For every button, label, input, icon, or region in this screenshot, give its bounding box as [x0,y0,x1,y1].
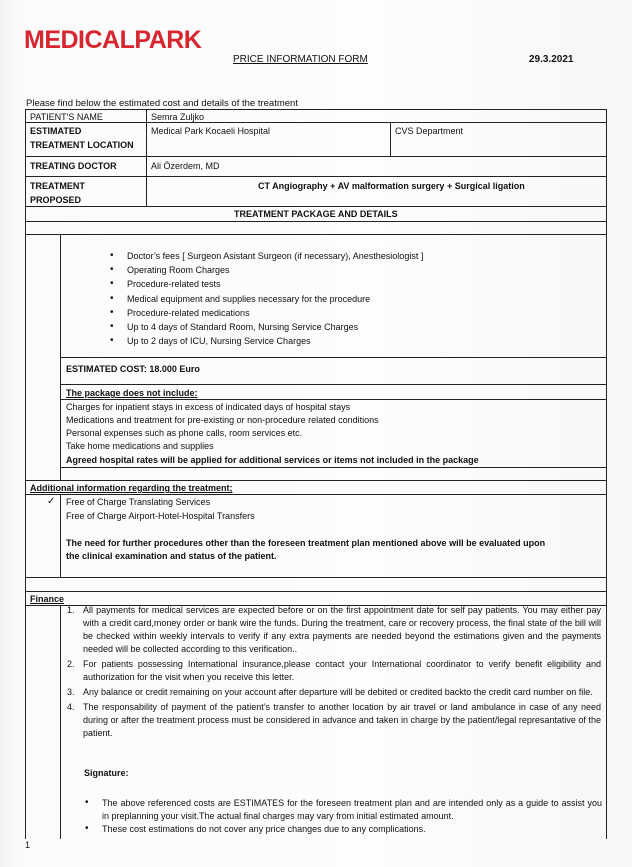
row-divider [25,494,607,495]
table-right-border [606,109,607,839]
table-left-border [25,109,26,839]
form-title: PRICE INFORMATION FORM [233,54,368,65]
excludes-title: The package does not include: [66,388,198,398]
row-divider [25,221,607,222]
table-top-border [25,109,607,110]
finance-item-number: 4. [67,702,75,712]
finance-item [67,686,601,699]
finance-note: • These cost estimations do not cover any price changes due to any complications. [102,823,602,836]
row-divider [25,206,607,207]
finance-item [67,604,601,656]
department-value: CVS Department [395,126,464,136]
row-divider [25,156,607,157]
finance-list [67,604,601,742]
treatment-value: CT Angiography + AV malformation surgery + Surgical ligation [258,181,525,191]
patient-name-value: Semra Zuljko [151,112,205,122]
finance-item-text: For patients possessing International insurance,please contact your International coordinator to verify benefit eligibility and authorization for the visit when you receive this letter. [83,659,601,682]
package-item: • Up to 2 days of ICU, Nursing Service Charges [127,336,423,350]
row-divider [60,357,607,358]
finance-item-text: The responsability of payment of the patient’s transfer to another location by air travel or land ambulance in case of any need during or after the treatment process must be considered in advance and taken in charge by the patient/legal represantative of the patient. [83,702,601,738]
rates-note: Agreed hospital rates will be applied for additional services or items not included in the package [66,455,479,465]
row-divider [60,399,607,400]
excluded-item: Take home medications and supplies [66,441,214,451]
finance-item [67,658,601,684]
treatment-label-line2: PROPOSED [30,195,82,205]
finance-item [67,701,601,740]
package-title: TREATMENT PACKAGE AND DETAILS [234,209,398,219]
package-item: • Procedure-related tests [127,279,423,293]
package-item: • Up to 4 days of Standard Room, Nursing Service Charges [127,322,423,336]
row-divider [25,234,607,235]
page-number: 1 [25,840,31,850]
location-label: ESTIMATED [30,126,82,136]
row-divider [25,577,607,578]
form-date: 29.3.2021 [529,54,574,65]
finance-item-text: All payments for medical services are expected before or on the first appointment date for self pay patients. You may either pay with a credit card,money order or bank wire the funds. During the treatment, care or recovery process, the final state of the bill will be checked within weekly intervals to verify if any extra payments are needed beyond the estimations given and the payments needed will be collected according to this verification.. [83,605,601,654]
package-item: • Procedure-related medications [127,308,423,322]
estimated-cost: ESTIMATED COST: 18.000 Euro [66,364,200,374]
department-column-divider [390,122,391,156]
finance-item-number: 3. [67,687,75,697]
package-item: • Medical equipment and supplies necessary for the procedure [127,294,423,308]
indent-column-divider [60,494,61,577]
additional-note-line2: the clinical examination and status of the patient. [66,551,277,561]
additional-title: Additional information regarding the treatment; [30,483,233,493]
finance-item-number: 2. [67,659,75,669]
package-items-list [127,251,423,350]
intro-text: Please find below the estimated cost and details of the treatment [26,98,298,109]
finance-title: Finance [30,594,65,604]
additional-item: Free of Charge Airport-Hotel-Hospital Transfers [66,511,255,521]
patient-name-label: PATIENT'S NAME [30,112,103,122]
finance-notes-list [102,797,602,836]
treatment-label: TREATMENT [30,181,85,191]
indent-column-divider [60,234,61,480]
excluded-item: Charges for inpatient stays in excess of indicated days of hospital stays [66,402,351,412]
finance-item-number: 1. [67,605,75,615]
additional-item: Free of Charge Translating Services [66,497,211,507]
excluded-item: Medications and treatment for pre-existing or non-procedure related conditions [66,415,379,425]
finance-item-text: Any balance or credit remaining on your account after departure will be debited or credited backto the credit card number on file. [83,687,593,697]
row-divider [25,591,607,592]
row-divider [25,176,607,177]
row-divider [25,122,607,123]
indent-column-divider [60,605,61,839]
row-divider [60,467,607,468]
medicalpark-logo: MEDICALPARK [24,26,202,54]
excluded-item: Personal expenses such as phone calls, room services etc. [66,428,303,438]
location-label-line2: TREATMENT LOCATION [30,140,134,150]
finance-note: • The above referenced costs are ESTIMATES for the foreseen treatment plan and are intended only as a guide to assist you in preplanning your visit.The actual final charges may vary from initial estimated amount. [102,797,602,823]
row-divider [25,480,607,481]
location-value: Medical Park Kocaeli Hospital [151,126,271,136]
doctor-value: Ali Özerdem, MD [151,161,220,171]
package-item: • Doctor’s fees [ Surgeon Asistant Surgeon (if necessary), Anesthesiologist ] [127,251,423,265]
label-column-divider [146,109,147,206]
doctor-label: TREATING DOCTOR [30,161,117,171]
row-divider [60,384,607,385]
signature-label: Signature: [84,768,129,778]
package-item: • Operating Room Charges [127,265,423,279]
additional-note: The need for further procedures other than the foreseen treatment plan mentioned above will be evaluated upon [66,538,546,548]
check-icon: ✓ [47,496,56,507]
